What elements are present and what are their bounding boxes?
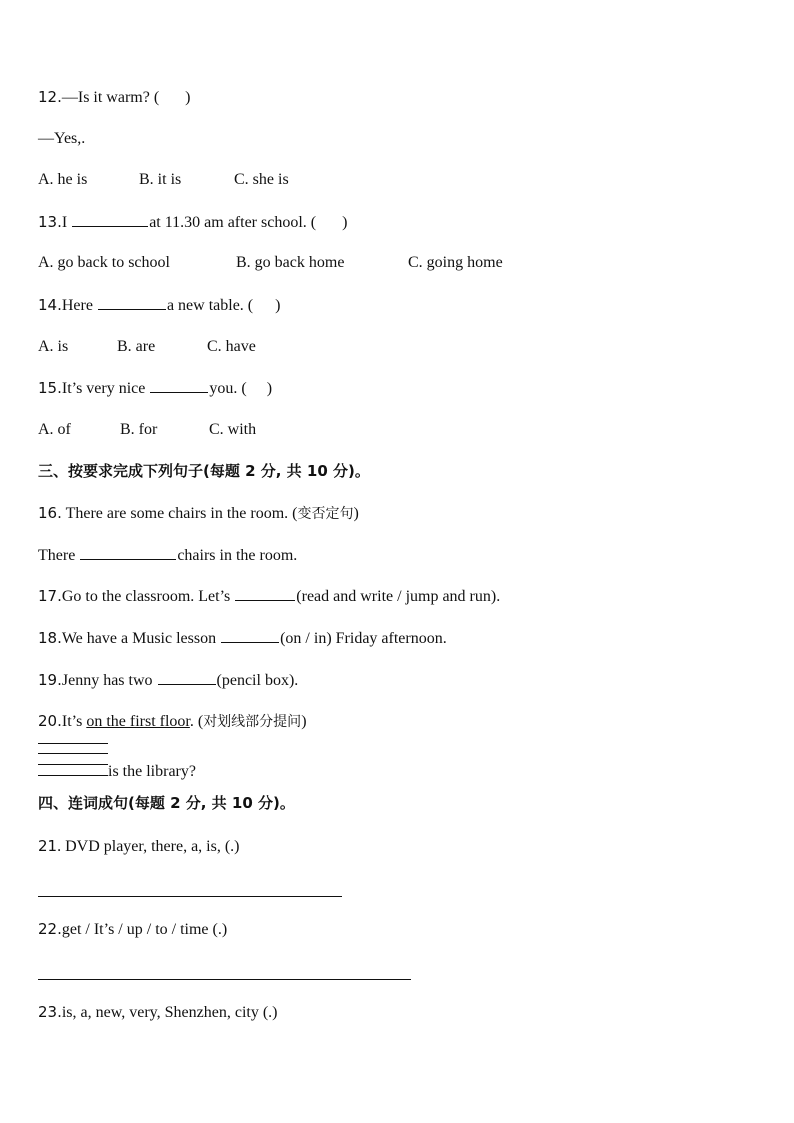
question-stem-end: (pencil box). xyxy=(216,672,299,689)
answer-blank[interactable] xyxy=(80,545,176,560)
question-number: 23. xyxy=(38,1003,62,1021)
option-a[interactable]: A. of xyxy=(38,421,71,438)
question-number: 22. xyxy=(38,920,62,938)
question-20-answer: is the library? xyxy=(108,763,196,780)
answer-line-3[interactable] xyxy=(38,764,108,765)
answer-blank[interactable] xyxy=(221,628,279,643)
option-a[interactable]: A. is xyxy=(38,338,69,355)
instruction-note: 对划线部分提问 xyxy=(203,714,302,730)
question-13-options xyxy=(38,253,503,273)
question-number: 18. xyxy=(38,629,62,647)
option-a[interactable]: A. he is xyxy=(38,171,88,188)
answer-line-1[interactable] xyxy=(38,743,108,744)
question-stem-end: (on / in) Friday afternoon. xyxy=(280,630,447,647)
question-stem: is, a, new, very, Shenzhen, city (.) xyxy=(61,1004,278,1021)
question-18 xyxy=(38,628,447,649)
question-stem-end: at 11.30 am after school. ( xyxy=(149,214,317,231)
answer-line-2[interactable] xyxy=(38,753,108,754)
question-12-options xyxy=(38,170,289,190)
question-16-answer xyxy=(38,545,297,566)
option-b[interactable]: B. it is xyxy=(139,171,182,188)
option-b[interactable]: B. are xyxy=(117,338,156,355)
answer-text: —Yes,. xyxy=(38,130,86,147)
paren-close: ) xyxy=(342,214,348,231)
option-c[interactable]: C. going home xyxy=(408,254,503,271)
question-stem-start: It’s xyxy=(61,713,87,730)
underlined-phrase: on the first floor xyxy=(86,713,190,730)
answer-start: There xyxy=(38,547,80,564)
question-12 xyxy=(38,87,191,108)
question-stem-end: you. ( xyxy=(209,380,247,397)
question-stem-start: I xyxy=(61,214,72,231)
question-stem: There are some chairs in the room. ( xyxy=(61,505,298,522)
answer-blank[interactable] xyxy=(150,378,208,393)
question-14 xyxy=(38,295,280,316)
question-19 xyxy=(38,670,298,691)
answer-end: chairs in the room. xyxy=(177,547,298,564)
question-number: 20. xyxy=(38,712,62,730)
question-17 xyxy=(38,586,500,607)
option-c[interactable]: C. with xyxy=(209,421,257,438)
question-stem-end: . ( xyxy=(189,713,204,730)
question-12-answer xyxy=(38,129,85,149)
question-number: 17. xyxy=(38,587,62,605)
question-stem-start: It’s very nice xyxy=(61,380,150,397)
option-b[interactable]: B. for xyxy=(120,421,158,438)
option-b[interactable]: B. go back home xyxy=(236,254,345,271)
option-c[interactable]: C. she is xyxy=(234,171,289,188)
answer-blank[interactable] xyxy=(235,586,295,601)
question-14-options xyxy=(38,337,256,357)
question-number: 13. xyxy=(38,213,62,231)
question-number: 16. xyxy=(38,504,62,522)
answer-line-4[interactable] xyxy=(38,775,108,776)
question-stem: . DVD player, there, a, is, (.) xyxy=(57,838,240,855)
paren-close: ) xyxy=(275,297,281,314)
question-number: 19. xyxy=(38,671,62,689)
note-close: ) xyxy=(353,505,359,522)
question-stem-end: a new table. ( xyxy=(166,297,254,314)
answer-line[interactable] xyxy=(38,896,342,897)
question-number: 15. xyxy=(38,379,62,397)
question-22 xyxy=(38,919,227,940)
question-15-options xyxy=(38,420,256,440)
answer-blank[interactable] xyxy=(72,212,148,227)
question-stem: get / It’s / up / to / time (.) xyxy=(61,921,228,938)
section-3-title: 三、按要求完成下列句子(每题 2 分, 共 10 分)。 xyxy=(38,462,370,480)
question-number: 14. xyxy=(38,296,62,314)
option-c[interactable]: C. have xyxy=(207,338,256,355)
question-stem: —Is it warm? ( xyxy=(61,89,160,106)
section-4-title: 四、连词成句(每题 2 分, 共 10 分)。 xyxy=(38,794,295,812)
question-stem-start: Here xyxy=(61,297,97,314)
question-stem-end: (read and write / jump and run). xyxy=(296,588,501,605)
paren-close: ) xyxy=(185,89,191,106)
question-13 xyxy=(38,212,347,233)
question-stem-start: Go to the classroom. Let’s xyxy=(61,588,235,605)
question-21 xyxy=(38,836,240,857)
instruction-note: 变否定句 xyxy=(297,506,354,522)
question-23 xyxy=(38,1002,278,1023)
answer-line[interactable] xyxy=(38,979,411,980)
question-number: 12. xyxy=(38,88,62,106)
question-15 xyxy=(38,378,272,399)
option-a[interactable]: A. go back to school xyxy=(38,254,170,271)
answer-blank[interactable] xyxy=(98,295,166,310)
question-16 xyxy=(38,503,359,524)
question-stem-start: We have a Music lesson xyxy=(61,630,221,647)
note-close: ) xyxy=(301,713,307,730)
question-stem-start: Jenny has two xyxy=(61,672,157,689)
paren-close: ) xyxy=(266,380,273,397)
question-number: 21 xyxy=(38,837,58,855)
answer-blank[interactable] xyxy=(158,670,216,685)
question-20 xyxy=(38,711,307,732)
